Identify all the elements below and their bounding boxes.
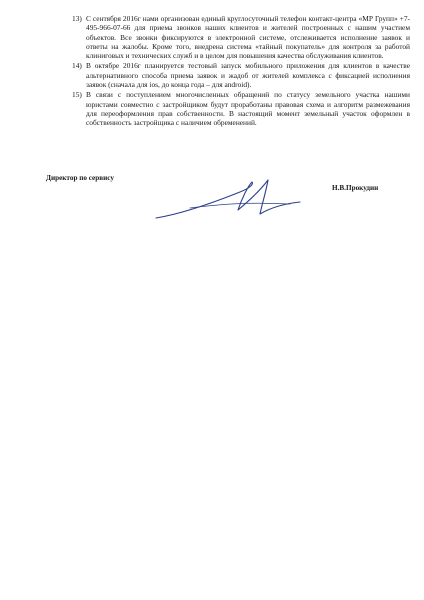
list-item xyxy=(72,61,410,89)
item-text: В связи с поступлением многочисленных обращений по статусу земельного участка нашими юристами совместно с застройщиком будут проработаны правовая схема и алгоритм размежевания для переоформления прав собственности. В настоящий момент земельный участок оформлен в собственность застройщика с наличием обременений. xyxy=(86,90,410,128)
item-text: С сентября 2016г нами организован единый круглосуточный телефон контакт-центра «МР Групп» +7-495-966-07-66 для приема звонков наших клиентов и жителей построенных с нашим участием объектов. Все звонки фиксируются в электронной системе, отслеживается исполнение заявок и ответы на жалобы. Кроме того, внедрена система «тайный покупатель» для контроля за работой клиниговых и технических служб и в целом для повышения качества обслуживания клиентов. xyxy=(86,14,410,61)
handwritten-signature-icon xyxy=(150,174,310,234)
signatory-name: Н.В.Прокудин xyxy=(332,184,379,192)
signature-block xyxy=(46,174,379,234)
signatory-role: Директор по сервису xyxy=(46,174,114,182)
list-item xyxy=(72,14,410,60)
item-number: 14) xyxy=(72,61,82,71)
numbered-list xyxy=(72,14,410,129)
item-number: 13) xyxy=(72,14,82,23)
item-text: В октябре 2016г планируется тестовый запуск мобильного приложения для клиентов в качестве альтернативного способа приема заявок и жадоб от жителей комплекса с фиксацией исполнения заявок (сначала для ios, до конца года – для android). xyxy=(86,61,410,90)
item-number: 15) xyxy=(72,90,82,100)
list-item xyxy=(72,90,410,127)
